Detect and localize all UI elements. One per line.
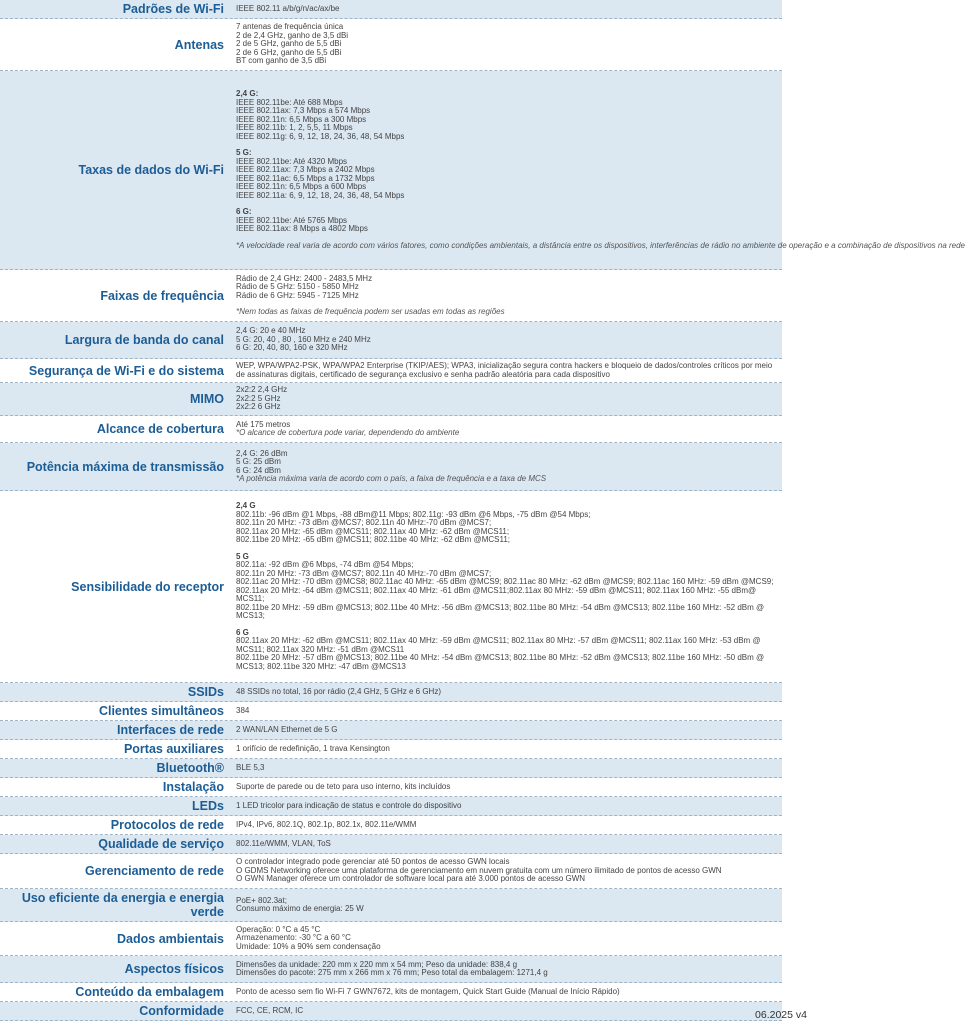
spec-line: 48 SSIDs no total, 16 por rádio (2,4 GHz, 5 GHz e 6 GHz)	[236, 686, 441, 696]
spec-value	[230, 922, 782, 955]
spec-value	[230, 983, 782, 1001]
spec-line: 802.11ax 20 MHz: -62 dBm @MCS11; 802.11ax 40 MHz: -59 dBm @MCS11; 802.11ax 80 MHz: -57 dBm @MCS11; 802.11ax 160 MHz: -53 dBm @ MCS11; 802.11ax 320 MHz: -51 dBm @MCS11	[236, 636, 761, 654]
spec-line: 2 de 2,4 GHz, ganho de 3,5 dBi	[236, 30, 349, 40]
spec-row	[0, 0, 782, 19]
spec-line: IEEE 802.11be: Até 4320 Mbps	[236, 156, 348, 166]
spec-label: Qualidade de serviço	[98, 837, 224, 851]
spec-value	[230, 778, 782, 796]
spec-row	[0, 835, 782, 854]
spec-line: Dimensões da unidade: 220 mm x 220 mm x 54 mm; Peso da unidade: 838,4 g	[236, 959, 518, 969]
spec-row	[0, 322, 782, 359]
spec-value	[230, 835, 782, 853]
spec-row	[0, 922, 782, 956]
spec-row	[0, 270, 782, 322]
spec-line: IEEE 802.11be: Até 688 Mbps	[236, 97, 343, 107]
spec-line: 802.11ac 20 MHz: -70 dBm @MCS8; 802.11ac 40 MHz: -65 dBm @MCS9; 802.11ac 80 MHz: -62 dBm @MCS9; 802.11ac 160 MHz: -59 dBm @MCS9;	[236, 577, 774, 586]
spec-line: 2 de 5 GHz, ganho de 5,5 dBi	[236, 39, 342, 49]
spec-label: Bluetooth®	[156, 761, 224, 775]
version-label: 06.2025 v4	[755, 1009, 807, 1021]
spec-label: Conformidade	[139, 1004, 224, 1018]
spec-line: BT com ganho de 3,5 dBi	[236, 56, 327, 66]
spec-label: Segurança de Wi-Fi e do sistema	[28, 363, 224, 378]
spec-value	[230, 854, 782, 888]
spec-note: *A potência máxima varia de acordo com o país, a faixa de frequência e a taxa de MCS	[236, 474, 547, 483]
spec-band-heading: 2,4 G:	[236, 89, 259, 98]
spec-row	[0, 19, 782, 71]
spacer	[236, 141, 965, 149]
spec-value	[230, 443, 782, 490]
spacer	[236, 621, 778, 629]
spec-label: Interfaces de rede	[117, 723, 224, 737]
spec-line: 802.11be 20 MHz: -57 dBm @MCS13; 802.11be 40 MHz: -54 dBm @MCS13; 802.11be 80 MHz: -52 dBm @MCS13; 802.11be 160 MHz: -50 dBm @ MCS13; 802.11be 320 MHz: -47 dBm @MCS13	[236, 653, 765, 671]
spec-line: 6 G: 20, 40, 80, 160 e 320 MHz	[236, 343, 348, 353]
spec-label: Padrões de Wi-Fi	[122, 2, 224, 16]
spec-line: PoE+ 802.3at;	[236, 895, 287, 905]
spec-row	[0, 721, 782, 740]
spec-band-heading: 6 G:	[236, 207, 252, 216]
spec-row	[0, 816, 782, 835]
spec-label: Faixas de frequência	[100, 288, 224, 303]
spec-line: 802.11be 20 MHz: -65 dBm @MCS11; 802.11be 40 MHz: -62 dBm @MCS11;	[236, 535, 510, 544]
spec-line: 802.11ax 20 MHz: -65 dBm @MCS11; 802.11ax 40 MHz: -62 dBm @MCS11;	[236, 526, 510, 536]
spec-row	[0, 702, 782, 721]
spec-label: Taxas de dados do Wi-Fi	[78, 163, 224, 177]
spec-line: IEEE 802.11be: Até 5765 Mbps	[236, 215, 348, 225]
spec-row	[0, 383, 782, 416]
spec-label: Largura de banda do canal	[64, 333, 224, 347]
spec-label: Antenas	[174, 37, 224, 52]
spec-line: 6 G: 24 dBm	[236, 465, 281, 475]
spec-line: 802.11n 20 MHz: -73 dBm @MCS7; 802.11n 40 MHz:-70 dBm @MCS7;	[236, 518, 492, 527]
spec-line: Ponto de acesso sem fio Wi-Fi 7 GWN7672, kits de montagem, Quick Start Guide (Manual de Início Rápido)	[236, 986, 620, 996]
spec-label: LEDs	[192, 799, 224, 813]
spec-value	[230, 71, 969, 269]
spec-value	[230, 683, 782, 701]
spec-label: Instalação	[162, 780, 224, 794]
spec-line: IEEE 802.11n: 6,5 Mbps a 300 Mbps	[236, 114, 367, 124]
spec-line: Armazenamento: -30 °C a 60 °C	[236, 933, 351, 943]
spec-line: IEEE 802.11 a/b/g/n/ac/ax/be	[236, 3, 340, 13]
spec-row	[0, 759, 782, 778]
spec-line: 2,4 G: 26 dBm	[236, 448, 288, 458]
spec-line: O GWN Manager oferece um controlador de software local para até 3.000 pontos de acesso GWN	[236, 874, 586, 884]
spec-row	[0, 956, 782, 983]
spec-value	[230, 19, 782, 70]
spec-line: 802.11a: -92 dBm @6 Mbps, -74 dBm @54 Mbps;	[236, 560, 414, 569]
spec-value	[230, 270, 782, 321]
spec-label: Conteúdo da embalagem	[75, 985, 224, 999]
spec-value	[230, 797, 782, 815]
spec-label: Potência máxima de transmissão	[26, 459, 224, 474]
spec-value	[230, 956, 782, 982]
spec-line: IEEE 802.11ax: 7,3 Mbps a 2402 Mbps	[236, 165, 375, 174]
spec-label: Dados ambientais	[117, 931, 224, 946]
spec-line: Umidade: 10% a 90% sem condensação	[236, 941, 381, 951]
spec-line: 1 LED tricolor para indicação de status e controle do dispositivo	[236, 800, 462, 810]
spec-row	[0, 797, 782, 816]
spec-line: IEEE 802.11n: 6,5 Mbps a 600 Mbps	[236, 182, 367, 191]
spec-value	[230, 416, 782, 442]
spec-row	[0, 359, 782, 383]
spec-label: Aspectos físicos	[124, 962, 224, 976]
spec-band-heading: 6 G	[236, 627, 249, 637]
spec-line: Até 175 metros	[236, 419, 291, 429]
spec-line: 802.11b: -96 dBm @1 Mbps, -88 dBm@11 Mbps; 802.11g: -93 dBm @6 Mbps, -75 dBm @54 Mbps;	[236, 509, 591, 519]
spec-label: Clientes simultâneos	[98, 704, 224, 718]
spec-line: 2x2:2 6 GHz	[236, 402, 281, 412]
spec-band-heading: 5 G	[236, 551, 249, 561]
spec-row	[0, 740, 782, 759]
spec-label: Uso eficiente da energia e energia verde	[21, 891, 224, 919]
spec-line: 802.11e/WMM, VLAN, ToS	[236, 838, 331, 848]
spec-line: 2 de 6 GHz, ganho de 5,5 dBi	[236, 47, 342, 57]
spec-line: O controlador integrado pode gerenciar até 50 pontos de acesso GWN locais	[236, 857, 510, 867]
spec-line: 2,4 G: 20 e 40 MHz	[236, 326, 306, 336]
spec-line: IEEE 802.11a: 6, 9, 12, 18, 24, 36, 48, 54 Mbps	[236, 190, 405, 200]
spec-line: Suporte de parede ou de teto para uso interno, kits incluídos	[236, 781, 451, 791]
spec-note: *A velocidade real varia de acordo com vários fatores, como condições ambientais, a distância entre os dispositivos, interferências de rádio no ambiente de operação e a combinação de dispositivos na rede	[236, 240, 966, 250]
spec-band-heading: 5 G:	[236, 148, 252, 157]
spec-line: Consumo máximo de energia: 25 W	[236, 904, 364, 913]
spec-row	[0, 854, 782, 889]
spec-line: Rádio de 5 GHz: 5150 - 5850 MHz	[236, 282, 359, 291]
spec-line: 802.11ax 20 MHz: -64 dBm @MCS11; 802.11ax 40 MHz: -61 dBm @MCS11;802.11ax 80 MHz: -59 dBm @MCS11; 802.11ax 160 MHz: -55 dBm@ MCS11;	[236, 585, 757, 603]
spec-line: 2 WAN/LAN Ethernet de 5 G	[236, 724, 338, 734]
spacer	[236, 545, 778, 553]
spec-value	[230, 1002, 782, 1020]
spec-value	[230, 359, 782, 382]
spec-label: Gerenciamento de rede	[85, 864, 224, 878]
spec-line: Operação: 0 °C a 45 °C	[236, 924, 321, 934]
spec-value	[230, 889, 782, 921]
spacer	[236, 200, 965, 208]
spec-line: 802.11be 20 MHz: -59 dBm @MCS13; 802.11be 40 MHz: -56 dBm @MCS13; 802.11be 80 MHz: -54 dBm @MCS13; 802.11be 160 MHz: -52 dBm @ MCS13;	[236, 602, 765, 620]
spec-row	[0, 983, 782, 1002]
spec-value	[230, 322, 782, 358]
spec-value	[230, 383, 782, 415]
spec-note: *O alcance de cobertura pode variar, dependendo do ambiente	[236, 428, 460, 437]
spec-row	[0, 1002, 782, 1021]
spec-line: IEEE 802.11b: 1, 2, 5,5, 11 Mbps	[236, 123, 353, 132]
spec-line: Dimensões do pacote: 275 mm x 266 mm x 76 mm; Peso total da embalagem: 1271,4 g	[236, 968, 548, 977]
spec-row	[0, 889, 782, 922]
spec-value	[230, 0, 782, 18]
spec-label: MIMO	[189, 392, 224, 406]
spec-line: IEEE 802.11ax: 7,3 Mbps a 574 Mbps	[236, 106, 371, 115]
spec-value	[230, 721, 782, 739]
spec-label: Alcance de cobertura	[96, 422, 224, 436]
spec-line: 1 orifício de redefinição, 1 trava Kensington	[236, 743, 390, 753]
spec-line: 802.11n 20 MHz: -73 dBm @MCS7; 802.11n 40 MHz:-70 dBm @MCS7;	[236, 568, 492, 578]
spec-label: Sensibilidade do receptor	[71, 579, 224, 594]
spec-line: BLE 5,3	[236, 762, 265, 772]
spec-row	[0, 778, 782, 797]
spec-line: 7 antenas de frequência única	[236, 22, 344, 32]
spec-label: Portas auxiliares	[123, 742, 224, 756]
spec-line: IEEE 802.11g: 6, 9, 12, 18, 24, 36, 48, 54 Mbps	[236, 131, 405, 141]
spec-line: Rádio de 6 GHz: 5945 - 7125 MHz	[236, 290, 359, 300]
spec-line: IEEE 802.11ax: 8 Mbps a 4802 Mbps	[236, 224, 368, 233]
spec-line: WEP, WPA/WPA2-PSK, WPA/WPA2 Enterprise (TKIP/AES); WPA3, inicialização segura contra hackers e bloqueio de dados/controles críticos por meio de assinaturas digitais, certificado de segurança exclusivo e senha padrão aleatória para cada dispositivo	[236, 361, 773, 379]
spec-line: IPv4, IPv6, 802.1Q, 802.1p, 802.1x, 802.11e/WMM	[236, 819, 417, 829]
spec-row	[0, 71, 966, 270]
spec-row	[0, 443, 782, 491]
spec-line: Rádio de 2,4 GHz: 2400 - 2483,5 MHz	[236, 273, 373, 283]
spec-band-heading: 2,4 G	[236, 501, 256, 510]
spec-row	[0, 491, 782, 683]
spec-line: 5 G: 20, 40 , 80 , 160 MHz e 240 MHz	[236, 334, 371, 344]
spec-value	[230, 491, 782, 682]
spec-row	[0, 683, 782, 702]
spec-value	[230, 702, 782, 720]
spec-line: FCC, CE, RCM, IC	[236, 1005, 304, 1015]
spec-value	[230, 816, 782, 834]
spec-row	[0, 416, 782, 443]
spec-line: 2x2:2 5 GHz	[236, 393, 281, 403]
spec-line: O GDMS Networking oferece uma plataforma de gerenciamento em nuvem gratuita com um número ilimitado de pontos de acesso GWN	[236, 865, 722, 875]
spec-line: 384	[236, 705, 250, 715]
spec-line: 2x2:2 2,4 GHz	[236, 385, 288, 395]
spec-label: SSIDs	[187, 685, 224, 699]
spec-value	[230, 759, 782, 777]
spec-value	[230, 740, 782, 758]
spec-label: Protocolos de rede	[110, 818, 224, 832]
spec-line: 5 G: 25 dBm	[236, 457, 281, 466]
spec-line: IEEE 802.11ac: 6,5 Mbps a 1732 Mbps	[236, 173, 375, 183]
spec-note: *Nem todas as faixas de frequência podem ser usadas em todas as regiões	[236, 307, 505, 316]
